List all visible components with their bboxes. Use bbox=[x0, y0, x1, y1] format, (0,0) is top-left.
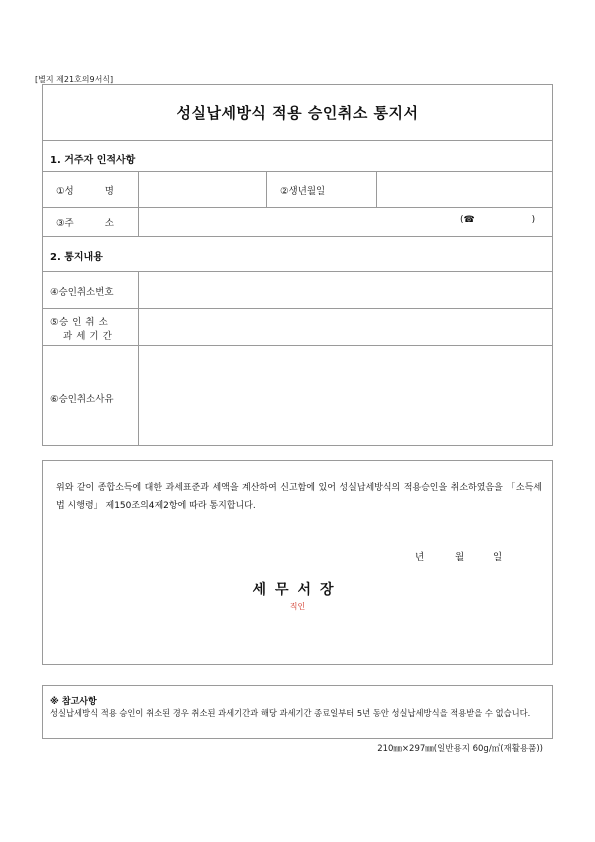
date-day-label: 일 bbox=[493, 552, 503, 563]
name-label-text: ①성 명 bbox=[56, 186, 114, 197]
form-number-label: [별지 제21호의9서식] bbox=[35, 75, 114, 84]
address-label-text: ③주 소 bbox=[56, 218, 114, 229]
cancel-period-label-line1: ⑤승 인 취 소 bbox=[50, 317, 109, 328]
section-2-heading: 2. 통지내용 bbox=[50, 252, 103, 263]
date-year-label: 년 bbox=[415, 552, 425, 563]
divider bbox=[42, 140, 553, 141]
cancel-period-field[interactable] bbox=[139, 309, 552, 344]
section-1-heading: 1. 거주자 인적사항 bbox=[50, 155, 136, 166]
divider bbox=[266, 171, 267, 207]
notice-text: 위와 같이 종합소득에 대한 과세표준과 세액을 계산하여 신고함에 있어 성실납세방식의 적용승인을 취소하였음을 「소득세법 시행령」 제150조의4제2항에 따라 통지합니다. bbox=[56, 483, 542, 511]
cancel-reason-field[interactable] bbox=[139, 346, 552, 445]
name-field[interactable] bbox=[139, 172, 265, 206]
official-seal-mark: 직인 bbox=[289, 602, 306, 611]
cancel-number-label: ④승인취소번호 bbox=[50, 287, 114, 298]
cancel-period-label-line2: 과 세 기 간 bbox=[63, 331, 113, 342]
cancel-number-field[interactable] bbox=[139, 272, 552, 307]
paper-spec: 210㎜×297㎜(일반용지 60g/㎡(재활용품)) bbox=[377, 744, 543, 754]
birth-date-label: ②생년월일 bbox=[280, 186, 326, 197]
tax-office-head: 세무서장 bbox=[252, 582, 343, 598]
cancel-reason-label: ⑥승인취소사유 bbox=[50, 394, 114, 405]
phone-field[interactable] bbox=[460, 215, 542, 225]
birth-date-field[interactable] bbox=[377, 172, 552, 206]
document-title: 성실납세방식 적용 승인취소 통지서 bbox=[176, 103, 419, 122]
reference-heading: ※ 참고사항 bbox=[50, 697, 97, 707]
reference-text: 성실납세방식 적용 승인이 취소된 경우 취소된 과세기간과 해당 과세기간 종료일부터 5년 동안 성실납세방식을 적용받을 수 없습니다. bbox=[50, 708, 531, 718]
address-field[interactable] bbox=[139, 208, 439, 235]
divider bbox=[42, 236, 553, 237]
name-label bbox=[56, 183, 114, 197]
phone-label: (☎ ) bbox=[460, 215, 536, 225]
address-label bbox=[56, 215, 114, 229]
date-month-label: 월 bbox=[455, 552, 465, 563]
